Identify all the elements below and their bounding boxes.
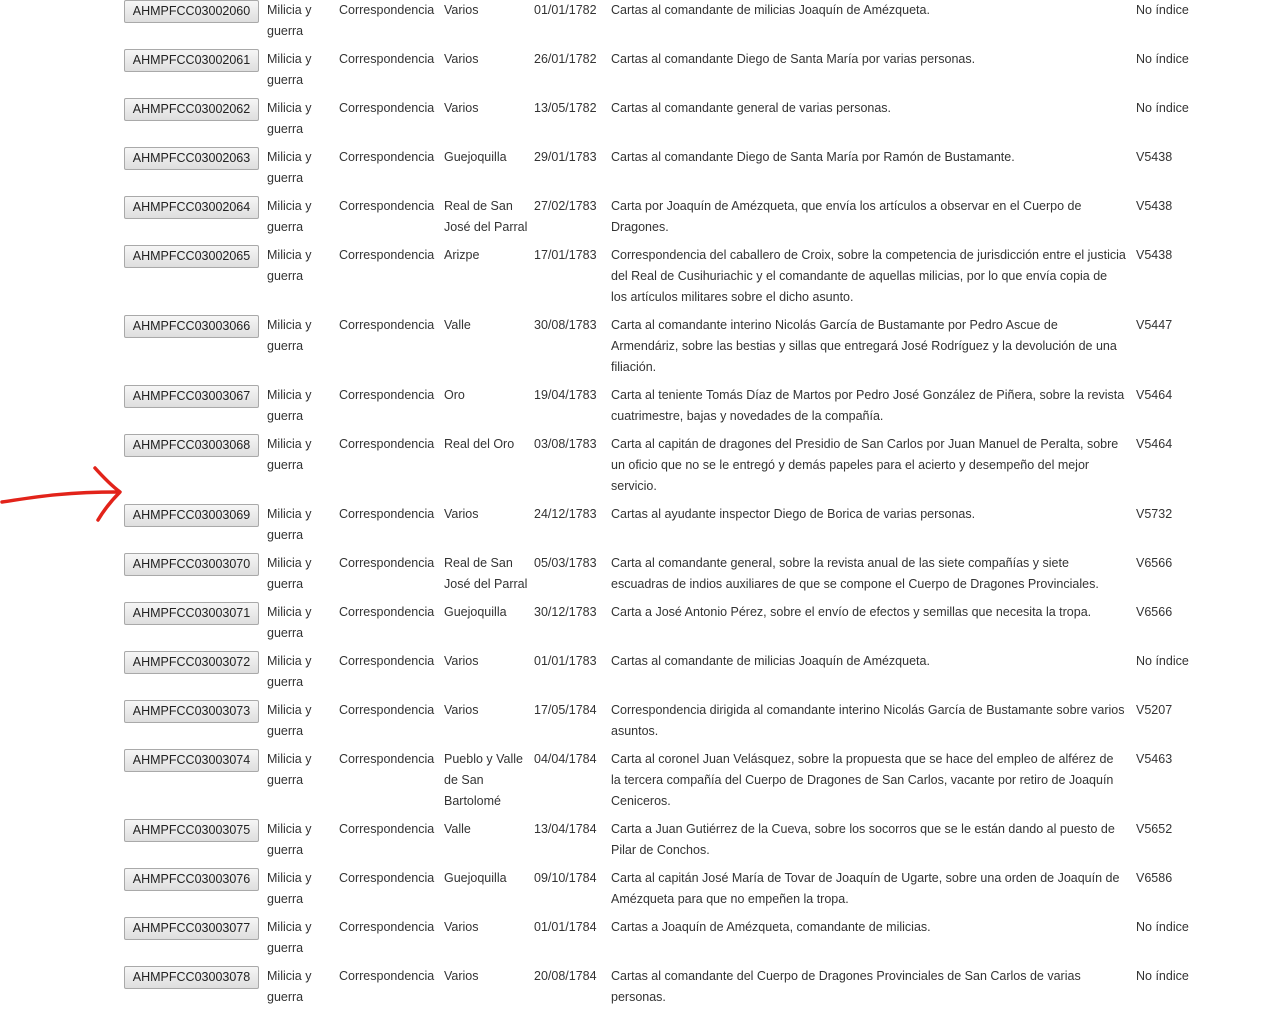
series-cell: Correspondencia bbox=[339, 52, 435, 66]
reference-button[interactable]: AHMPFCC03002064 bbox=[124, 196, 259, 219]
series-column bbox=[339, 143, 444, 192]
index-column bbox=[1136, 192, 1204, 241]
series-column bbox=[339, 913, 444, 962]
red-arrow-icon bbox=[0, 462, 130, 524]
reference-cell bbox=[124, 311, 267, 381]
index-cell: V5464 bbox=[1136, 388, 1173, 402]
reference-button[interactable]: AHMPFCC03003070 bbox=[124, 553, 259, 576]
date-column bbox=[534, 45, 611, 94]
date-cell: 30/08/1783 bbox=[534, 318, 597, 332]
date-cell: 05/03/1783 bbox=[534, 556, 597, 570]
index-cell: V5732 bbox=[1136, 507, 1173, 521]
section-cell: Milicia y guerra bbox=[267, 822, 312, 857]
series-cell: Correspondencia bbox=[339, 969, 435, 983]
description-column bbox=[611, 962, 1136, 1011]
section-column bbox=[267, 381, 339, 430]
table-row bbox=[124, 962, 1204, 1011]
description-column bbox=[611, 815, 1136, 864]
index-column bbox=[1136, 864, 1204, 913]
series-column bbox=[339, 696, 444, 745]
description-column bbox=[611, 696, 1136, 745]
date-cell: 24/12/1783 bbox=[534, 507, 597, 521]
place-cell: Varios bbox=[444, 969, 479, 983]
series-cell: Correspondencia bbox=[339, 437, 435, 451]
date-cell: 27/02/1783 bbox=[534, 199, 597, 213]
description-cell: Carta al capitán José María de Tovar de Joaquín de Ugarte, sobre una orden de Joaquín de Amézqueta para que no empeñen la tropa. bbox=[611, 871, 1120, 906]
section-cell: Milicia y guerra bbox=[267, 388, 312, 423]
description-cell: Cartas al comandante de milicias Joaquín de Amézqueta. bbox=[611, 3, 930, 17]
date-column bbox=[534, 381, 611, 430]
place-column bbox=[444, 192, 534, 241]
description-column bbox=[611, 913, 1136, 962]
date-cell: 01/01/1782 bbox=[534, 3, 597, 17]
section-column bbox=[267, 864, 339, 913]
date-column bbox=[534, 430, 611, 500]
date-column bbox=[534, 311, 611, 381]
records-table bbox=[124, 0, 1204, 1011]
date-column bbox=[534, 192, 611, 241]
reference-cell bbox=[124, 864, 267, 913]
date-column bbox=[534, 549, 611, 598]
series-cell: Correspondencia bbox=[339, 703, 435, 717]
date-column bbox=[534, 913, 611, 962]
description-cell: Cartas al comandante Diego de Santa María por Ramón de Bustamante. bbox=[611, 150, 1015, 164]
description-column bbox=[611, 381, 1136, 430]
series-column bbox=[339, 598, 444, 647]
description-column bbox=[611, 0, 1136, 45]
series-cell: Correspondencia bbox=[339, 318, 435, 332]
section-column bbox=[267, 962, 339, 1011]
index-cell: V5463 bbox=[1136, 752, 1173, 766]
table-row bbox=[124, 647, 1204, 696]
series-column bbox=[339, 0, 444, 45]
series-column bbox=[339, 864, 444, 913]
place-column bbox=[444, 45, 534, 94]
reference-cell bbox=[124, 696, 267, 745]
section-column bbox=[267, 647, 339, 696]
section-column bbox=[267, 745, 339, 815]
index-cell: V5207 bbox=[1136, 703, 1173, 717]
section-cell: Milicia y guerra bbox=[267, 248, 312, 283]
reference-button[interactable]: AHMPFCC03003075 bbox=[124, 819, 259, 842]
date-cell: 01/01/1783 bbox=[534, 654, 597, 668]
date-cell: 17/01/1783 bbox=[534, 248, 597, 262]
description-cell: Correspondencia del caballero de Croix, sobre la competencia de jurisdicción entre el justicia del Real de Cusihuriachic y el comandante de aquellas milicias, por lo que envía copia de los artículos militares sobre el dicho asunto. bbox=[611, 248, 1126, 304]
place-column bbox=[444, 696, 534, 745]
place-cell: Varios bbox=[444, 3, 479, 17]
place-cell: Arizpe bbox=[444, 248, 480, 262]
reference-button[interactable]: AHMPFCC03002060 bbox=[124, 0, 259, 23]
series-column bbox=[339, 647, 444, 696]
series-column bbox=[339, 192, 444, 241]
index-cell: No índice bbox=[1136, 3, 1189, 17]
place-column bbox=[444, 647, 534, 696]
series-cell: Correspondencia bbox=[339, 507, 435, 521]
reference-button[interactable]: AHMPFCC03003066 bbox=[124, 315, 259, 338]
index-cell: No índice bbox=[1136, 969, 1189, 983]
description-cell: Carta a José Antonio Pérez, sobre el envío de efectos y semillas que necesita la tropa. bbox=[611, 605, 1092, 619]
reference-cell bbox=[124, 549, 267, 598]
series-cell: Correspondencia bbox=[339, 556, 435, 570]
description-cell: Correspondencia dirigida al comandante interino Nicolás García de Bustamante sobre varios asuntos. bbox=[611, 703, 1125, 738]
table-row bbox=[124, 143, 1204, 192]
table-row bbox=[124, 864, 1204, 913]
section-cell: Milicia y guerra bbox=[267, 703, 312, 738]
table-row bbox=[124, 598, 1204, 647]
date-column bbox=[534, 864, 611, 913]
reference-button[interactable]: AHMPFCC03003068 bbox=[124, 434, 259, 457]
table-row bbox=[124, 0, 1204, 45]
description-column bbox=[611, 311, 1136, 381]
table-row bbox=[124, 913, 1204, 962]
description-column bbox=[611, 500, 1136, 549]
index-column bbox=[1136, 430, 1204, 500]
place-column bbox=[444, 815, 534, 864]
index-cell: V5464 bbox=[1136, 437, 1173, 451]
index-column bbox=[1136, 311, 1204, 381]
reference-button[interactable]: AHMPFCC03003073 bbox=[124, 700, 259, 723]
series-cell: Correspondencia bbox=[339, 3, 435, 17]
place-cell: Varios bbox=[444, 52, 479, 66]
reference-button[interactable]: AHMPFCC03003071 bbox=[124, 602, 259, 625]
reference-cell bbox=[124, 913, 267, 962]
series-cell: Correspondencia bbox=[339, 388, 435, 402]
section-column bbox=[267, 815, 339, 864]
reference-cell bbox=[124, 745, 267, 815]
place-column bbox=[444, 0, 534, 45]
reference-button[interactable]: AHMPFCC03003067 bbox=[124, 385, 259, 408]
place-cell: Varios bbox=[444, 654, 479, 668]
date-cell: 30/12/1783 bbox=[534, 605, 597, 619]
reference-cell bbox=[124, 192, 267, 241]
index-column bbox=[1136, 962, 1204, 1011]
section-cell: Milicia y guerra bbox=[267, 150, 312, 185]
reference-button[interactable]: AHMPFCC03003078 bbox=[124, 966, 259, 989]
place-column bbox=[444, 864, 534, 913]
description-cell: Cartas al ayudante inspector Diego de Borica de varias personas. bbox=[611, 507, 976, 521]
reference-button[interactable]: AHMPFCC03002061 bbox=[124, 49, 259, 72]
place-cell: Oro bbox=[444, 388, 465, 402]
description-cell: Carta al teniente Tomás Díaz de Martos por Pedro José González de Piñera, sobre la revista cuatrimestre, bajas y novedades de la compañía. bbox=[611, 388, 1125, 423]
index-cell: V5447 bbox=[1136, 318, 1173, 332]
description-column bbox=[611, 241, 1136, 311]
section-column bbox=[267, 311, 339, 381]
place-cell: Pueblo y Valle de San Bartolomé bbox=[444, 752, 523, 808]
section-column bbox=[267, 430, 339, 500]
description-cell: Carta al capitán de dragones del Presidio de San Carlos por Juan Manuel de Peralta, sobre un oficio que no se le entregó y demás papeles para el acierto y desempeño del mejor servicio. bbox=[611, 437, 1119, 493]
section-cell: Milicia y guerra bbox=[267, 101, 312, 136]
section-cell: Milicia y guerra bbox=[267, 437, 312, 472]
description-cell: Cartas al comandante general de varias personas. bbox=[611, 101, 892, 115]
place-column bbox=[444, 241, 534, 311]
place-cell: Varios bbox=[444, 507, 479, 521]
series-column bbox=[339, 962, 444, 1011]
table-row bbox=[124, 815, 1204, 864]
series-cell: Correspondencia bbox=[339, 101, 435, 115]
date-cell: 17/05/1784 bbox=[534, 703, 597, 717]
place-column bbox=[444, 598, 534, 647]
index-column bbox=[1136, 241, 1204, 311]
index-cell: V6566 bbox=[1136, 556, 1173, 570]
table-row bbox=[124, 311, 1204, 381]
place-column bbox=[444, 962, 534, 1011]
section-column bbox=[267, 94, 339, 143]
index-column bbox=[1136, 549, 1204, 598]
date-column bbox=[534, 696, 611, 745]
place-cell: Varios bbox=[444, 703, 479, 717]
section-column bbox=[267, 45, 339, 94]
description-column bbox=[611, 143, 1136, 192]
series-column bbox=[339, 45, 444, 94]
reference-cell bbox=[124, 500, 267, 549]
reference-button[interactable]: AHMPFCC03003072 bbox=[124, 651, 259, 674]
index-column bbox=[1136, 913, 1204, 962]
series-column bbox=[339, 381, 444, 430]
section-cell: Milicia y guerra bbox=[267, 871, 312, 906]
reference-cell bbox=[124, 962, 267, 1011]
table-row bbox=[124, 549, 1204, 598]
date-column bbox=[534, 647, 611, 696]
date-cell: 20/08/1784 bbox=[534, 969, 597, 983]
section-cell: Milicia y guerra bbox=[267, 507, 312, 542]
place-cell: Real de San José del Parral bbox=[444, 199, 528, 234]
date-cell: 13/04/1784 bbox=[534, 822, 597, 836]
section-cell: Milicia y guerra bbox=[267, 3, 312, 38]
section-column bbox=[267, 549, 339, 598]
date-cell: 01/01/1784 bbox=[534, 920, 597, 934]
description-cell: Carta a Juan Gutiérrez de la Cueva, sobre los socorros que se le están dando al puesto de Pilar de Conchos. bbox=[611, 822, 1115, 857]
reference-cell bbox=[124, 0, 267, 45]
table-row bbox=[124, 192, 1204, 241]
date-column bbox=[534, 241, 611, 311]
section-cell: Milicia y guerra bbox=[267, 605, 312, 640]
description-column bbox=[611, 745, 1136, 815]
section-cell: Milicia y guerra bbox=[267, 556, 312, 591]
table-row bbox=[124, 241, 1204, 311]
reference-cell bbox=[124, 241, 267, 311]
section-column bbox=[267, 241, 339, 311]
date-column bbox=[534, 815, 611, 864]
index-column bbox=[1136, 143, 1204, 192]
reference-button[interactable]: AHMPFCC03003076 bbox=[124, 868, 259, 891]
series-column bbox=[339, 745, 444, 815]
table-row bbox=[124, 500, 1204, 549]
reference-button[interactable]: AHMPFCC03002062 bbox=[124, 98, 259, 121]
place-cell: Valle bbox=[444, 318, 471, 332]
description-column bbox=[611, 598, 1136, 647]
index-column bbox=[1136, 0, 1204, 45]
series-column bbox=[339, 241, 444, 311]
date-column bbox=[534, 962, 611, 1011]
index-cell: No índice bbox=[1136, 52, 1189, 66]
index-cell: V5652 bbox=[1136, 822, 1173, 836]
series-column bbox=[339, 311, 444, 381]
description-cell: Carta por Joaquín de Amézqueta, que envía los artículos a observar en el Cuerpo de Dragones. bbox=[611, 199, 1082, 234]
section-column bbox=[267, 913, 339, 962]
place-column bbox=[444, 143, 534, 192]
section-cell: Milicia y guerra bbox=[267, 969, 312, 1004]
series-cell: Correspondencia bbox=[339, 605, 435, 619]
section-column bbox=[267, 192, 339, 241]
place-column bbox=[444, 913, 534, 962]
section-column bbox=[267, 143, 339, 192]
place-cell: Guejoquilla bbox=[444, 871, 507, 885]
description-cell: Cartas al comandante del Cuerpo de Dragones Provinciales de San Carlos de varias personas. bbox=[611, 969, 1081, 1004]
table-row bbox=[124, 381, 1204, 430]
reference-button[interactable]: AHMPFCC03003074 bbox=[124, 749, 259, 772]
place-column bbox=[444, 381, 534, 430]
date-column bbox=[534, 500, 611, 549]
index-column bbox=[1136, 598, 1204, 647]
index-column bbox=[1136, 815, 1204, 864]
place-cell: Guejoquilla bbox=[444, 605, 507, 619]
reference-cell bbox=[124, 94, 267, 143]
reference-button[interactable]: AHMPFCC03002065 bbox=[124, 245, 259, 268]
place-column bbox=[444, 430, 534, 500]
section-cell: Milicia y guerra bbox=[267, 920, 312, 955]
place-cell: Varios bbox=[444, 920, 479, 934]
date-column bbox=[534, 143, 611, 192]
series-column bbox=[339, 500, 444, 549]
place-cell: Varios bbox=[444, 101, 479, 115]
reference-cell bbox=[124, 815, 267, 864]
section-column bbox=[267, 696, 339, 745]
series-cell: Correspondencia bbox=[339, 752, 435, 766]
reference-cell bbox=[124, 647, 267, 696]
section-column bbox=[267, 500, 339, 549]
table-row bbox=[124, 94, 1204, 143]
index-cell: No índice bbox=[1136, 654, 1189, 668]
index-cell: V6566 bbox=[1136, 605, 1173, 619]
description-column bbox=[611, 549, 1136, 598]
place-cell: Real del Oro bbox=[444, 437, 515, 451]
description-cell: Cartas a Joaquín de Amézqueta, comandante de milicias. bbox=[611, 920, 931, 934]
description-cell: Cartas al comandante de milicias Joaquín de Amézqueta. bbox=[611, 654, 930, 668]
records-table-body bbox=[124, 0, 1204, 1011]
table-row bbox=[124, 430, 1204, 500]
description-column bbox=[611, 430, 1136, 500]
reference-button[interactable]: AHMPFCC03003069 bbox=[124, 504, 259, 527]
date-cell: 04/04/1784 bbox=[534, 752, 597, 766]
description-cell: Cartas al comandante Diego de Santa María por varias personas. bbox=[611, 52, 976, 66]
place-cell: Guejoquilla bbox=[444, 150, 507, 164]
index-cell: V6586 bbox=[1136, 871, 1173, 885]
index-column bbox=[1136, 647, 1204, 696]
reference-button[interactable]: AHMPFCC03002063 bbox=[124, 147, 259, 170]
section-cell: Milicia y guerra bbox=[267, 654, 312, 689]
description-cell: Carta al coronel Juan Velásquez, sobre la propuesta que se hace del empleo de alférez de la tercera compañía del Cuerpo de Dragones de San Carlos, vacante por retiro de Joaquín Ceniceros. bbox=[611, 752, 1114, 808]
series-column bbox=[339, 549, 444, 598]
series-cell: Correspondencia bbox=[339, 920, 435, 934]
date-column bbox=[534, 598, 611, 647]
date-cell: 13/05/1782 bbox=[534, 101, 597, 115]
index-column bbox=[1136, 500, 1204, 549]
series-cell: Correspondencia bbox=[339, 871, 435, 885]
date-cell: 26/01/1782 bbox=[534, 52, 597, 66]
place-column bbox=[444, 745, 534, 815]
place-cell: Valle bbox=[444, 822, 471, 836]
index-cell: No índice bbox=[1136, 920, 1189, 934]
reference-cell bbox=[124, 143, 267, 192]
index-column bbox=[1136, 94, 1204, 143]
index-cell: No índice bbox=[1136, 101, 1189, 115]
place-column bbox=[444, 94, 534, 143]
index-column bbox=[1136, 45, 1204, 94]
place-column bbox=[444, 549, 534, 598]
index-cell: V5438 bbox=[1136, 199, 1173, 213]
reference-cell bbox=[124, 430, 267, 500]
index-column bbox=[1136, 745, 1204, 815]
date-cell: 29/01/1783 bbox=[534, 150, 597, 164]
section-column bbox=[267, 0, 339, 45]
date-cell: 03/08/1783 bbox=[534, 437, 597, 451]
table-row bbox=[124, 45, 1204, 94]
place-cell: Real de San José del Parral bbox=[444, 556, 528, 591]
reference-cell bbox=[124, 598, 267, 647]
section-cell: Milicia y guerra bbox=[267, 52, 312, 87]
description-cell: Carta al comandante interino Nicolás García de Bustamante por Pedro Ascue de Armendáriz, sobre las bestias y sillas que entregará José Rodríguez y la devolución de una filiación. bbox=[611, 318, 1117, 374]
section-cell: Milicia y guerra bbox=[267, 752, 312, 787]
date-column bbox=[534, 94, 611, 143]
series-cell: Correspondencia bbox=[339, 199, 435, 213]
series-column bbox=[339, 430, 444, 500]
place-column bbox=[444, 500, 534, 549]
reference-cell bbox=[124, 45, 267, 94]
reference-cell bbox=[124, 381, 267, 430]
series-cell: Correspondencia bbox=[339, 150, 435, 164]
description-column bbox=[611, 864, 1136, 913]
table-row bbox=[124, 745, 1204, 815]
index-column bbox=[1136, 696, 1204, 745]
description-column bbox=[611, 94, 1136, 143]
description-cell: Carta al comandante general, sobre la revista anual de las siete compañías y siete escuadras de indios auxiliares de que se compone el Cuerpo de Dragones Provinciales. bbox=[611, 556, 1099, 591]
description-column bbox=[611, 45, 1136, 94]
section-column bbox=[267, 598, 339, 647]
series-column bbox=[339, 94, 444, 143]
place-column bbox=[444, 311, 534, 381]
description-column bbox=[611, 647, 1136, 696]
reference-button[interactable]: AHMPFCC03003077 bbox=[124, 917, 259, 940]
date-column bbox=[534, 0, 611, 45]
date-cell: 19/04/1783 bbox=[534, 388, 597, 402]
section-cell: Milicia y guerra bbox=[267, 199, 312, 234]
series-column bbox=[339, 815, 444, 864]
index-cell: V5438 bbox=[1136, 248, 1173, 262]
table-row bbox=[124, 696, 1204, 745]
series-cell: Correspondencia bbox=[339, 654, 435, 668]
description-column bbox=[611, 192, 1136, 241]
index-cell: V5438 bbox=[1136, 150, 1173, 164]
date-cell: 09/10/1784 bbox=[534, 871, 597, 885]
date-column bbox=[534, 745, 611, 815]
section-cell: Milicia y guerra bbox=[267, 318, 312, 353]
series-cell: Correspondencia bbox=[339, 822, 435, 836]
series-cell: Correspondencia bbox=[339, 248, 435, 262]
index-column bbox=[1136, 381, 1204, 430]
